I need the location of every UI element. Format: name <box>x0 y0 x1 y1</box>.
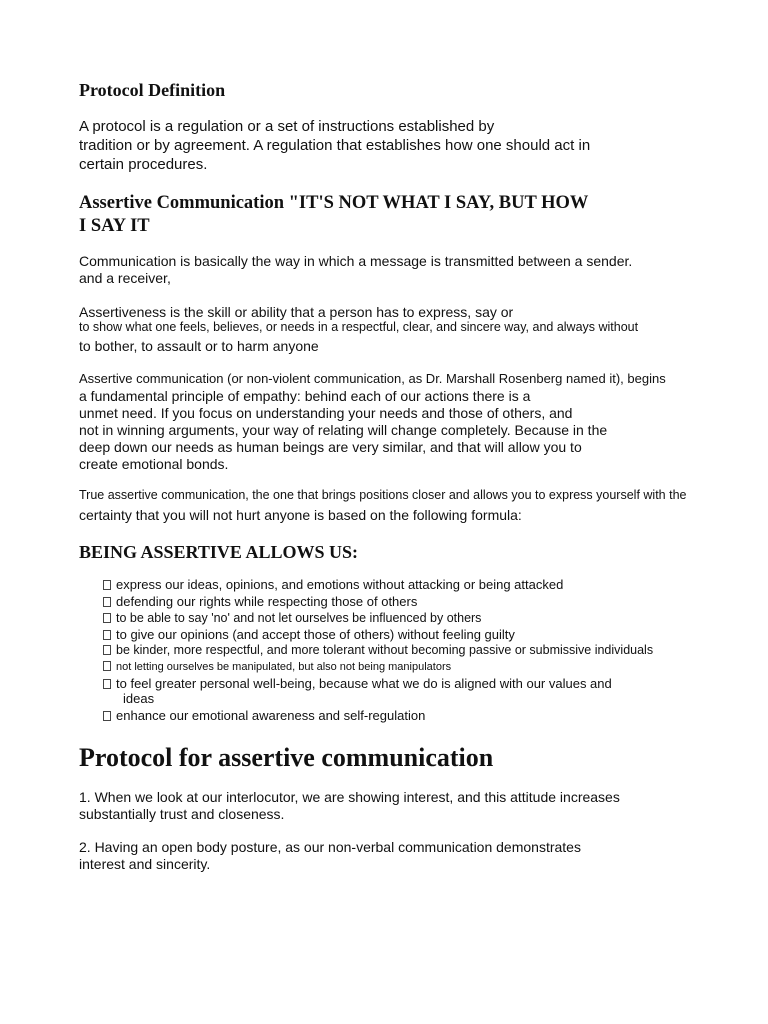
paragraph-line: 1. When we look at our interlocutor, we are showing interest, and this attitude increases <box>79 789 620 805</box>
checkbox-square-icon <box>103 613 111 623</box>
checkbox-square-icon <box>103 679 111 689</box>
checkbox-square-icon <box>103 630 111 640</box>
list-item: to be able to say 'no' and not let ourselves be influenced by others <box>103 612 481 625</box>
paragraph-line: substantially trust and closeness. <box>79 806 285 822</box>
paragraph-line: deep down our needs as human beings are very similar, and that will allow you to <box>79 439 582 455</box>
list-item: enhance our emotional awareness and self-regulation <box>103 709 425 722</box>
paragraph-line: unmet need. If you focus on understanding your needs and those of others, and <box>79 405 573 421</box>
checkbox-square-icon <box>103 661 111 671</box>
paragraph-line: Communication is basically the way in which a message is transmitted between a sender. <box>79 253 633 269</box>
paragraph-line: Assertiveness is the skill or ability that a person has to express, say or <box>79 304 514 320</box>
list-item-continuation: ideas <box>123 691 155 706</box>
paragraph-line: 2. Having an open body posture, as our non-verbal communication demonstrates <box>79 839 581 855</box>
heading-protocol-definition: Protocol Definition <box>79 80 226 100</box>
heading-being-assertive: BEING ASSERTIVE ALLOWS US: <box>79 542 358 562</box>
paragraph-line: a fundamental principle of empathy: behind each of our actions there is a <box>79 388 531 404</box>
paragraph-line: certain procedures. <box>79 156 208 173</box>
checkbox-square-icon <box>103 580 111 590</box>
paragraph-line: A protocol is a regulation or a set of instructions established by <box>79 118 495 135</box>
paragraph-line: create emotional bonds. <box>79 456 229 472</box>
paragraph-line: interest and sincerity. <box>79 856 211 872</box>
list-item: be kinder, more respectful, and more tolerant without becoming passive or submissive individuals <box>103 644 653 657</box>
list-item: not letting ourselves be manipulated, but also not being manipulators <box>103 661 451 673</box>
paragraph-line: tradition or by agreement. A regulation that establishes how one should act in <box>79 137 591 154</box>
list-item: defending our rights while respecting those of others <box>103 595 417 608</box>
checkbox-square-icon <box>103 597 111 607</box>
heading-assertive-communication: Assertive Communication "IT'S NOT WHAT I SAY, BUT HOW <box>79 193 589 213</box>
checkbox-square-icon <box>103 711 111 721</box>
list-item: to give our opinions (and accept those of others) without feeling guilty <box>103 628 515 641</box>
list-item: to feel greater personal well-being, because what we do is aligned with our values and <box>103 677 612 690</box>
heading-assertive-communication-cont: I SAY IT <box>79 216 150 236</box>
paragraph-line: not in winning arguments, your way of relating will change completely. Because in the <box>79 422 608 438</box>
heading-protocol-assertive: Protocol for assertive communication <box>79 743 494 772</box>
paragraph-line: to show what one feels, believes, or needs in a respectful, clear, and sincere way, and always without <box>79 320 639 334</box>
paragraph-line: and a receiver, <box>79 270 171 286</box>
list-item: express our ideas, opinions, and emotions without attacking or being attacked <box>103 578 563 591</box>
paragraph-line: to bother, to assault or to harm anyone <box>79 338 319 354</box>
paragraph-line: certainty that you will not hurt anyone is based on the following formula: <box>79 507 522 523</box>
paragraph-line: Assertive communication (or non-violent communication, as Dr. Marshall Rosenberg named it), begins <box>79 371 666 386</box>
checkbox-square-icon <box>103 645 111 655</box>
paragraph-line: True assertive communication, the one that brings positions closer and allows you to express yourself with the <box>79 488 687 502</box>
